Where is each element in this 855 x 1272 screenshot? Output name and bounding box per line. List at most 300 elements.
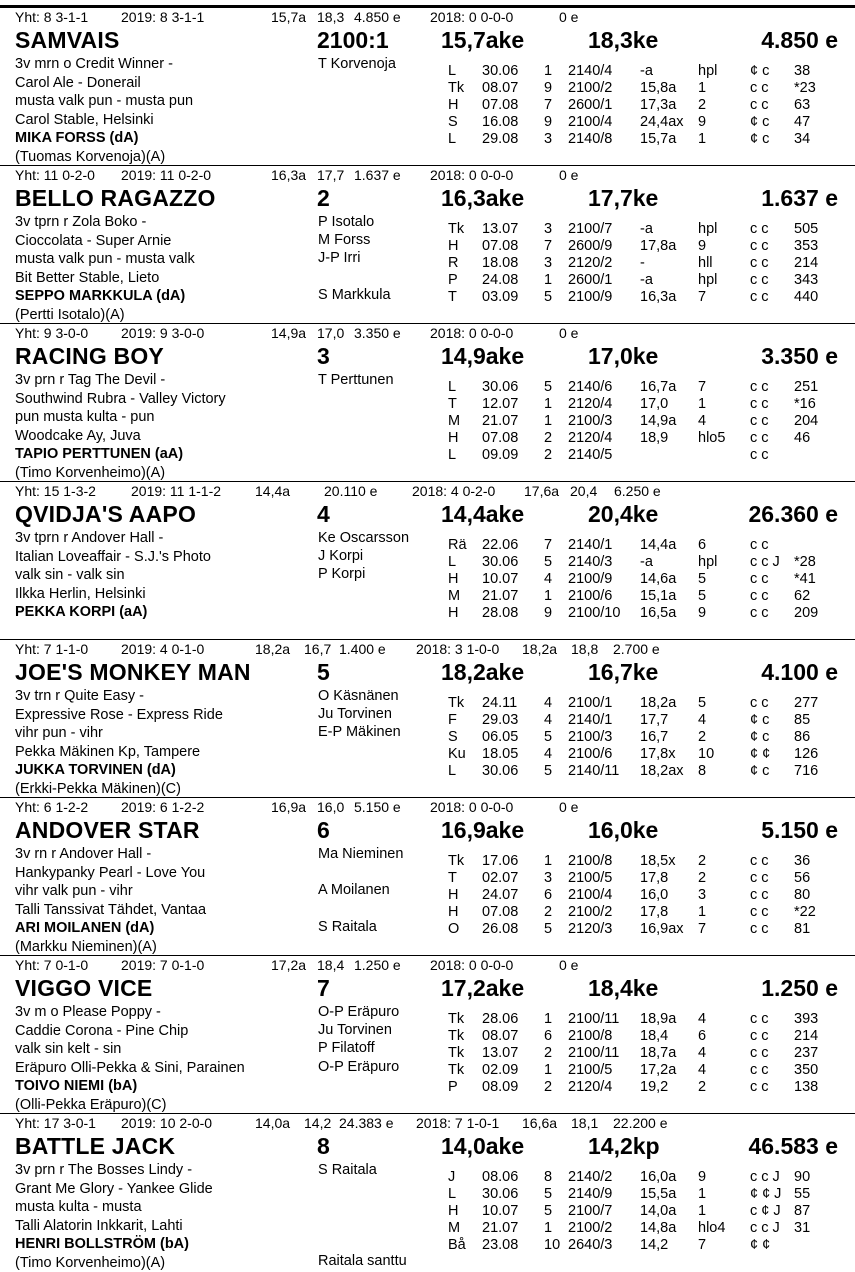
- horse-info: [15, 213, 195, 324]
- stat-y2018: 2018: 0 0-0-0: [430, 799, 514, 815]
- odds-value: 126: [794, 746, 819, 762]
- km-time: 18,2a: [640, 695, 677, 711]
- start-number: 3: [317, 343, 330, 369]
- post-position: 5: [544, 729, 553, 745]
- info-line: 3v mrn o Credit Winner -: [15, 56, 173, 72]
- start-row: [448, 272, 848, 289]
- post-position: 1: [544, 413, 553, 429]
- post-position: 1: [544, 63, 553, 79]
- finish-position: 4: [698, 1011, 707, 1027]
- km-time: 18,4: [640, 1028, 669, 1044]
- shoe-info: c c: [750, 537, 769, 553]
- stat-rec_k: 16,0: [317, 799, 345, 815]
- start-drivers: [318, 845, 448, 955]
- odds-value: *22: [794, 904, 816, 920]
- stat-total: Yht: 8 3-1-1: [15, 9, 89, 25]
- finish-position: 2: [698, 853, 707, 869]
- finish-position: 9: [698, 114, 707, 130]
- km-time: 14,2: [640, 1237, 669, 1253]
- stat-rec_a: 18,2a: [255, 641, 291, 657]
- stat-y2018: 2018: 4 0-2-0: [412, 483, 496, 499]
- info-line: Hankypanky Pearl - Love You: [15, 864, 206, 881]
- finish-position: 9: [698, 605, 707, 621]
- start-row: [448, 1220, 848, 1237]
- distance-track: 2100/3: [568, 729, 613, 745]
- race-date: 29.08: [482, 131, 519, 147]
- start-driver: S Raitala: [318, 918, 377, 935]
- track-code: S: [448, 114, 458, 130]
- start-history: [448, 379, 848, 479]
- shoe-info: c c: [750, 695, 769, 711]
- start-driver: Ju Torvinen: [318, 706, 392, 723]
- stat-total: Yht: 7 1-1-0: [15, 641, 89, 657]
- shoe-info: c c: [750, 413, 769, 429]
- short-track-time: 17,7ke: [588, 185, 659, 211]
- info-line: Italian Loveaffair - S.J.'s Photo: [15, 548, 211, 565]
- post-position: 1: [544, 1220, 553, 1236]
- stat-rec_k: 17,0: [317, 325, 345, 341]
- info-line: (Erkki-Pekka Mäkinen)(C): [15, 780, 181, 797]
- stat-rec2018_a: 17,6a: [524, 483, 560, 499]
- best-time: 14,4ake: [441, 501, 525, 527]
- km-time: -a: [640, 554, 653, 570]
- distance-track: 2100/6: [568, 588, 613, 604]
- odds-value: *23: [794, 80, 816, 96]
- total-earnings: 26.360 e: [748, 501, 838, 527]
- track-code: J: [448, 1169, 456, 1185]
- odds-value: 81: [794, 921, 811, 937]
- distance-track: 2100/7: [568, 1203, 613, 1219]
- race-date: 12.07: [482, 396, 519, 412]
- shoe-info: c c: [750, 238, 769, 254]
- driver-name: SEPPO MARKKULA (dA): [15, 288, 186, 304]
- distance-track: 2140/1: [568, 537, 613, 553]
- track-code: M: [448, 413, 461, 429]
- finish-position: 5: [698, 695, 707, 711]
- km-time: 18,5x: [640, 853, 676, 869]
- race-date: 03.09: [482, 289, 519, 305]
- info-line: Talli Tanssivat Tähdet, Vantaa: [15, 901, 207, 918]
- shoe-info: c c J: [750, 554, 780, 570]
- track-code: H: [448, 904, 459, 920]
- start-history: [448, 63, 848, 163]
- short-track-time: 17,0ke: [588, 343, 659, 369]
- shoe-info: c c J: [750, 1169, 780, 1185]
- start-driver: J Korpi: [318, 548, 364, 565]
- distance-track: 2120/3: [568, 921, 613, 937]
- km-time: 14,4a: [640, 537, 677, 553]
- odds-value: 38: [794, 63, 811, 79]
- stat-money: 3.350 e: [354, 325, 401, 341]
- stat-total: Yht: 9 3-0-0: [15, 325, 89, 341]
- race-date: 18.05: [482, 746, 519, 762]
- info-line: 3v prn r Tag The Devil -: [15, 372, 166, 388]
- best-time: 14,0ake: [441, 1133, 525, 1159]
- km-time: 17,0: [640, 396, 669, 412]
- race-date: 30.06: [482, 63, 519, 79]
- race-date: 08.07: [482, 1028, 519, 1044]
- info-line: (Olli-Pekka Eräpuro)(C): [15, 1096, 167, 1113]
- start-number: 2100:1: [317, 27, 389, 53]
- start-row: [448, 80, 848, 97]
- post-position: 2: [544, 1079, 553, 1095]
- horse-info: [15, 845, 206, 956]
- stat-rec2018_k: 18,1: [571, 1115, 599, 1131]
- finish-position: 2: [698, 729, 707, 745]
- km-time: 17,8x: [640, 746, 676, 762]
- distance-track: 2120/2: [568, 255, 613, 271]
- stat-total: Yht: 7 0-1-0: [15, 957, 89, 973]
- stat-y2018: 2018: 0 0-0-0: [430, 167, 514, 183]
- post-position: 9: [544, 114, 553, 130]
- horse-name: ANDOVER STAR: [15, 817, 200, 843]
- km-time: 16,9ax: [640, 921, 684, 937]
- race-date: 24.11: [482, 695, 518, 711]
- race-date: 13.07: [482, 1045, 519, 1061]
- start-row: [448, 1169, 848, 1186]
- track-code: L: [448, 447, 457, 463]
- shoe-info: ¢ ¢: [750, 1237, 771, 1253]
- finish-position: hpl: [698, 63, 718, 79]
- odds-value: 86: [794, 729, 811, 745]
- race-date: 28.08: [482, 605, 519, 621]
- start-row: [448, 1237, 848, 1254]
- distance-track: 2140/6: [568, 379, 613, 395]
- finish-position: 7: [698, 289, 707, 305]
- shoe-info: c c: [750, 1079, 769, 1095]
- start-row: [448, 1011, 848, 1028]
- best-time: 16,3ake: [441, 185, 525, 211]
- distance-track: 2100/2: [568, 904, 613, 920]
- start-number: 2: [317, 185, 330, 211]
- finish-position: 1: [698, 904, 707, 920]
- km-time: 16,5a: [640, 605, 677, 621]
- post-position: 6: [544, 887, 553, 903]
- shoe-info: c c J: [750, 1220, 780, 1236]
- total-earnings: 5.150 e: [761, 817, 838, 843]
- post-position: 5: [544, 1186, 553, 1202]
- start-row: [448, 430, 848, 447]
- start-history: [448, 853, 848, 953]
- odds-value: 277: [794, 695, 819, 711]
- track-code: R: [448, 255, 459, 271]
- race-date: 10.07: [482, 571, 519, 587]
- km-time: 17,8: [640, 904, 669, 920]
- odds-value: 87: [794, 1203, 811, 1219]
- km-time: 14,8a: [640, 1220, 677, 1236]
- odds-value: 90: [794, 1169, 811, 1185]
- start-drivers: [318, 1161, 448, 1271]
- start-driver: Ju Torvinen: [318, 1022, 392, 1039]
- finish-position: 7: [698, 379, 707, 395]
- km-time: 17,2a: [640, 1062, 677, 1078]
- odds-value: 80: [794, 887, 811, 903]
- start-history: [448, 221, 848, 321]
- post-position: 3: [544, 131, 553, 147]
- km-time: 16,7a: [640, 379, 677, 395]
- km-time: 19,2: [640, 1079, 669, 1095]
- distance-track: 2600/1: [568, 272, 613, 288]
- stat-rec_k: 18,3: [317, 9, 345, 25]
- shoe-info: ¢ ¢: [750, 746, 771, 762]
- finish-position: hll: [698, 255, 713, 271]
- stat-money: 20.110 e: [324, 483, 378, 499]
- finish-position: 4: [698, 413, 707, 429]
- start-driver: P Filatoff: [318, 1040, 375, 1057]
- post-position: 2: [544, 904, 553, 920]
- start-row: [448, 238, 848, 255]
- track-code: Tk: [448, 1011, 465, 1027]
- page-top-rule: [0, 0, 855, 8]
- horse-name: JOE'S MONKEY MAN: [15, 659, 251, 685]
- shoe-info: c c: [750, 887, 769, 903]
- horse-name: SAMVAIS: [15, 27, 120, 53]
- shoe-info: c c: [750, 1045, 769, 1061]
- track-code: Tk: [448, 853, 465, 869]
- stat-rec_a: 14,9a: [271, 325, 307, 341]
- track-code: Ku: [448, 746, 466, 762]
- odds-value: 63: [794, 97, 811, 113]
- shoe-info: c c: [750, 571, 769, 587]
- info-line: Southwind Rubra - Valley Victory: [15, 390, 226, 407]
- distance-track: 2100/4: [568, 887, 613, 903]
- start-row: [448, 114, 848, 131]
- info-line: musta valk pun - musta pun: [15, 93, 194, 109]
- stat-rec_a: 14,4a: [255, 483, 291, 499]
- stat-y2018: 2018: 7 1-0-1: [416, 1115, 500, 1131]
- start-row: [448, 746, 848, 763]
- odds-value: 343: [794, 272, 819, 288]
- odds-value: 353: [794, 238, 819, 254]
- start-row: [448, 537, 848, 554]
- distance-track: 2140/8: [568, 131, 613, 147]
- track-code: P: [448, 1079, 458, 1095]
- start-number: 6: [317, 817, 330, 843]
- shoe-info: ¢ c: [750, 63, 770, 79]
- shoe-info: c c: [750, 921, 769, 937]
- info-line: musta kulta - musta: [15, 1199, 142, 1215]
- best-time: 16,9ake: [441, 817, 525, 843]
- shoe-info: c c: [750, 430, 769, 446]
- start-row: [448, 379, 848, 396]
- stat-total: Yht: 15 1-3-2: [15, 483, 96, 499]
- stat-y2018: 2018: 0 0-0-0: [430, 325, 514, 341]
- track-code: H: [448, 97, 459, 113]
- post-position: 1: [544, 588, 553, 604]
- start-row: [448, 97, 848, 114]
- km-time: 18,2ax: [640, 763, 684, 779]
- odds-value: 214: [794, 255, 819, 271]
- race-date: 26.08: [482, 921, 519, 937]
- post-position: 8: [544, 1169, 553, 1185]
- info-line: Ilkka Herlin, Helsinki: [15, 585, 146, 602]
- stat-rec2018_a: 18,2a: [522, 641, 558, 657]
- track-code: T: [448, 289, 457, 305]
- start-row: [448, 571, 848, 588]
- race-date: 21.07: [482, 1220, 519, 1236]
- post-position: 4: [544, 746, 553, 762]
- start-row: [448, 1079, 848, 1096]
- start-row: [448, 413, 848, 430]
- distance-track: 2120/4: [568, 1079, 613, 1095]
- odds-value: *41: [794, 571, 816, 587]
- distance-track: 2100/9: [568, 571, 613, 587]
- finish-position: 9: [698, 1169, 707, 1185]
- post-position: 5: [544, 921, 553, 937]
- info-line: valk sin kelt - sin: [15, 1041, 122, 1057]
- total-earnings: 3.350 e: [761, 343, 838, 369]
- track-code: T: [448, 870, 457, 886]
- race-date: 02.09: [482, 1062, 519, 1078]
- stat-money2018: 6.250 e: [614, 483, 661, 499]
- shoe-info: c c: [750, 588, 769, 604]
- info-line: 3v rn r Andover Hall -: [15, 846, 152, 862]
- track-code: L: [448, 379, 457, 395]
- horse-entry: [0, 798, 855, 956]
- race-date: 28.06: [482, 1011, 519, 1027]
- race-date: 24.08: [482, 272, 519, 288]
- race-date: 17.06: [482, 853, 519, 869]
- shoe-info: c c: [750, 1011, 769, 1027]
- info-line: Cioccolata - Super Arnie: [15, 232, 172, 249]
- odds-value: 716: [794, 763, 819, 779]
- track-code: Bå: [448, 1237, 466, 1253]
- horse-entry: [0, 324, 855, 482]
- stat-money2018: 0 e: [559, 9, 579, 25]
- distance-track: 2140/11: [568, 763, 620, 779]
- start-number: 7: [317, 975, 330, 1001]
- info-line: Carol Ale - Donerail: [15, 74, 141, 91]
- km-time: 14,0a: [640, 1203, 677, 1219]
- start-row: [448, 554, 848, 571]
- info-line: (Timo Korvenheimo)(A): [15, 464, 166, 481]
- km-time: 18,9: [640, 430, 669, 446]
- odds-value: 31: [794, 1220, 811, 1236]
- race-date: 16.08: [482, 114, 519, 130]
- stat-money2018: 0 e: [559, 957, 579, 973]
- info-line: (Tuomas Korvenoja)(A): [15, 148, 166, 165]
- distance-track: 2140/2: [568, 1169, 613, 1185]
- start-row: [448, 763, 848, 780]
- race-date: 07.08: [482, 238, 519, 254]
- post-position: 5: [544, 289, 553, 305]
- post-position: 2: [544, 430, 553, 446]
- finish-position: 1: [698, 396, 707, 412]
- info-line: Expressive Rose - Express Ride: [15, 706, 223, 723]
- start-driver: Raitala santtu: [318, 1253, 407, 1269]
- race-date: 08.06: [482, 1169, 519, 1185]
- info-line: Pekka Mäkinen Kp, Tampere: [15, 743, 201, 760]
- start-driver: O Käsnänen: [318, 688, 399, 704]
- entry-list: [0, 8, 855, 1272]
- stat-rec_a: 17,2a: [271, 957, 307, 973]
- horse-entry: [0, 166, 855, 324]
- stat-rec2018_k: 20,4: [570, 483, 598, 499]
- km-time: -a: [640, 221, 653, 237]
- post-position: 3: [544, 255, 553, 271]
- finish-position: 4: [698, 1045, 707, 1061]
- stat-rec2018_a: 16,6a: [522, 1115, 558, 1131]
- start-driver: Ma Nieminen: [318, 846, 404, 862]
- horse-name: VIGGO VICE: [15, 975, 153, 1001]
- distance-track: 2100/11: [568, 1011, 620, 1027]
- shoe-info: c ¢ J: [750, 1203, 781, 1219]
- track-code: O: [448, 921, 460, 937]
- finish-position: 4: [698, 712, 707, 728]
- km-time: 15,5a: [640, 1186, 677, 1202]
- post-position: 1: [544, 396, 553, 412]
- short-track-time: 16,0ke: [588, 817, 659, 843]
- race-date: 30.06: [482, 554, 519, 570]
- shoe-info: c c: [750, 396, 769, 412]
- stat-rec2018_k: 18,8: [571, 641, 599, 657]
- track-code: L: [448, 1186, 457, 1202]
- track-code: F: [448, 712, 457, 728]
- race-date: 07.08: [482, 904, 519, 920]
- info-line: 3v trn r Quite Easy -: [15, 688, 144, 704]
- finish-position: hpl: [698, 554, 718, 570]
- track-code: L: [448, 131, 457, 147]
- driver-name: TOIVO NIEMI (bA): [15, 1078, 138, 1094]
- track-code: Tk: [448, 80, 465, 96]
- race-date: 30.06: [482, 763, 519, 779]
- stat-money: 1.250 e: [354, 957, 401, 973]
- track-code: Tk: [448, 695, 465, 711]
- km-time: 15,8a: [640, 80, 677, 96]
- shoe-info: c c: [750, 221, 769, 237]
- finish-position: 9: [698, 238, 707, 254]
- odds-value: 204: [794, 413, 819, 429]
- distance-track: 2120/4: [568, 430, 613, 446]
- shoe-info: c c: [750, 80, 769, 96]
- driver-name: PEKKA KORPI (aA): [15, 604, 148, 620]
- race-date: 30.06: [482, 379, 519, 395]
- stat-y2019: 2019: 9 3-0-0: [121, 325, 205, 341]
- stat-money2018: 0 e: [559, 167, 579, 183]
- km-time: 14,9a: [640, 413, 677, 429]
- start-driver: E-P Mäkinen: [318, 724, 401, 741]
- distance-track: 2140/3: [568, 554, 613, 570]
- race-date: 08.07: [482, 80, 519, 96]
- finish-position: 4: [698, 1062, 707, 1078]
- info-line: Carol Stable, Helsinki: [15, 111, 154, 128]
- distance-track: 2100/8: [568, 853, 613, 869]
- post-position: 5: [544, 763, 553, 779]
- finish-position: 3: [698, 887, 707, 903]
- track-code: Tk: [448, 221, 465, 237]
- km-time: 14,6a: [640, 571, 677, 587]
- finish-position: 1: [698, 1186, 707, 1202]
- shoe-info: c c: [750, 379, 769, 395]
- race-date: 30.06: [482, 1186, 519, 1202]
- stat-rec_a: 14,0a: [255, 1115, 291, 1131]
- km-time: 17,7: [640, 712, 669, 728]
- km-time: 16,7: [640, 729, 669, 745]
- horse-info: [15, 1003, 245, 1114]
- shoe-info: ¢ c: [750, 114, 770, 130]
- distance-track: 2100/3: [568, 413, 613, 429]
- post-position: 1: [544, 1011, 553, 1027]
- distance-track: 2100/10: [568, 605, 621, 621]
- info-line: 3v prn r The Bosses Lindy -: [15, 1162, 193, 1178]
- track-code: H: [448, 887, 459, 903]
- distance-track: 2100/5: [568, 870, 613, 886]
- horse-info: [15, 687, 223, 798]
- start-row: [448, 1028, 848, 1045]
- track-code: L: [448, 63, 457, 79]
- start-row: [448, 289, 848, 306]
- shoe-info: ¢ c: [750, 729, 770, 745]
